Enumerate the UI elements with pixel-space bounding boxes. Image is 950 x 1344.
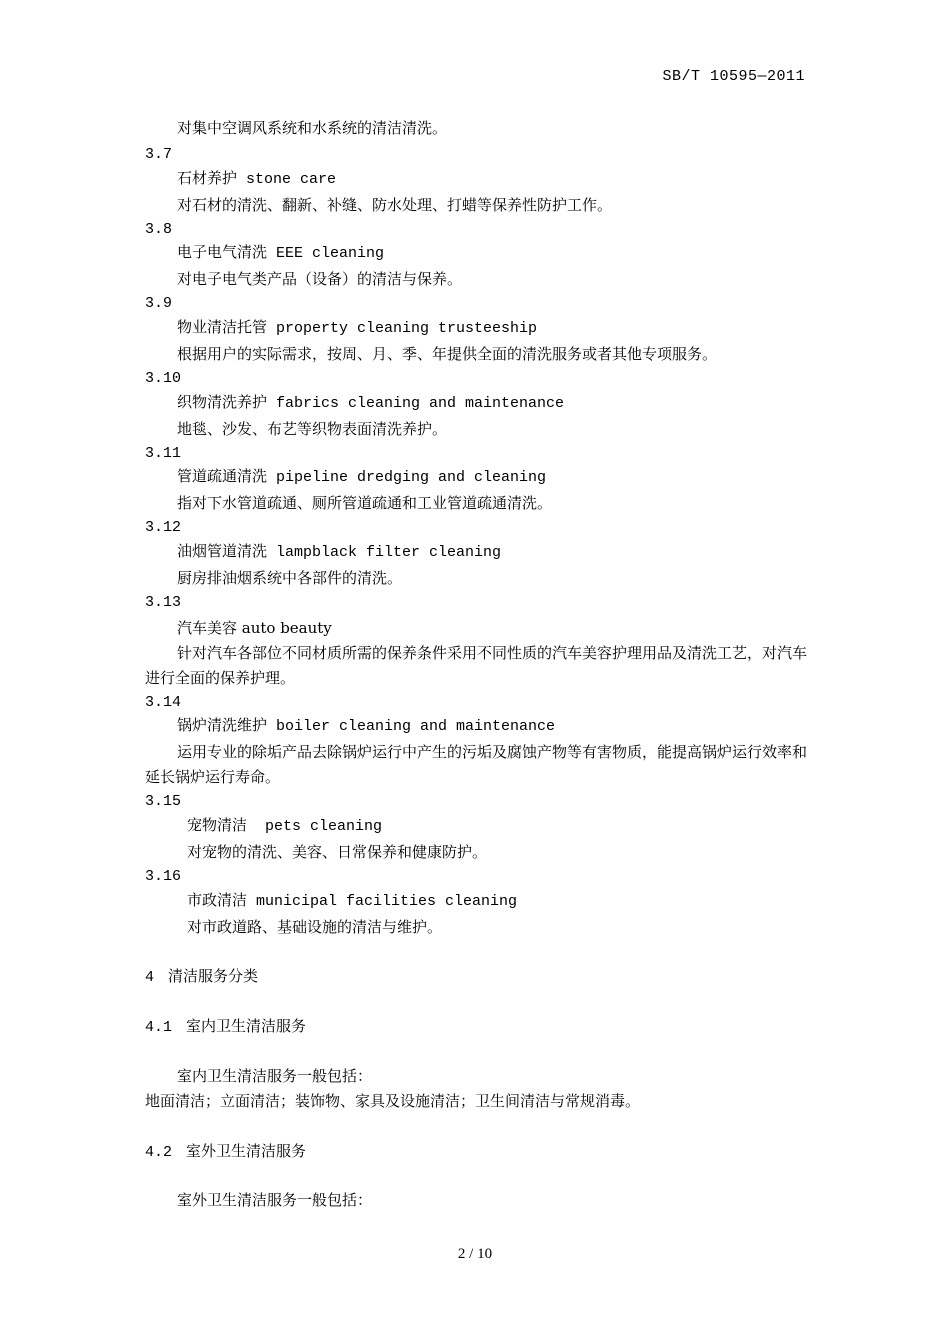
subsection-heading-4-2 (145, 1139, 810, 1164)
subsection-title: 室内卫生清洁服务 (186, 1017, 307, 1036)
continuation-text: 对集中空调风系统和水系统的清洁清洗。 (177, 121, 448, 138)
clause-definition: 对市政道路、基础设施的清洁与维护。 (187, 917, 443, 936)
subsection-heading-4-1 (145, 1014, 810, 1039)
clause-term: 锅炉清洗维护 boiler cleaning and maintenance (177, 718, 556, 736)
clause-term: 电子电气清洗 EEE cleaning (177, 245, 385, 263)
section-heading-4 (145, 964, 810, 989)
clause-number: 3.7 (145, 145, 173, 163)
clause-term: 宠物清洁 pets cleaning (187, 818, 383, 835)
clause-number: 3.8 (145, 220, 173, 238)
clause-term: 汽车美容 auto beauty (177, 618, 332, 637)
clause-definition: 根据用户的实际需求，按周、月、季、年提供全面的清洗服务或者其他专项服务。 (177, 345, 718, 364)
subsection-intro: 室内卫生清洁服务一般包括： (177, 1066, 373, 1085)
subsection-number: 4.2 (145, 1143, 173, 1161)
clause-term: 物业清洁托管 property cleaning trusteeship (177, 320, 538, 338)
clause-term: 石材养护 stone care (177, 170, 337, 188)
clause-number: 3.12 (145, 519, 182, 537)
clause-definition: 地毯、沙发、布艺等织物表面清洗养护。 (177, 419, 448, 438)
standard-code: SB/T 10595—2011 (662, 68, 805, 85)
section-title: 清洁服务分类 (168, 967, 259, 986)
clause-number: 3.9 (145, 295, 173, 313)
subsection-number: 4.1 (145, 1019, 173, 1037)
clause-number: 3.14 (145, 693, 182, 711)
clause-number: 3.13 (145, 593, 182, 611)
clause-term: 市政清洁 municipal facilities cleaning (187, 892, 518, 910)
subsection-items: 地面清洁；立面清洁；装饰物、家具及设施清洁；卫生间清洁与常规消毒。 (145, 1091, 641, 1110)
clause-definition: 对石材的清洗、翻新、补缝、防水处理、打蜡等保养性防护工作。 (177, 195, 613, 214)
clause-number: 3.11 (145, 444, 182, 462)
clause-definition: 针对汽车各部位不同材质所需的保养条件采用不同性质的汽车美容护理用品及清洗工艺，对汽车进行全面的保养护理。 (145, 643, 808, 687)
subsection-intro: 室外卫生清洁服务一般包括： (177, 1191, 373, 1210)
clause-number: 3.15 (145, 793, 182, 811)
clause-definition: 运用专业的除垢产品去除锅炉运行中产生的污垢及腐蚀产物等有害物质，能提高锅炉运行效率和延长锅炉运行寿命。 (145, 743, 808, 787)
clause-definition: 指对下水管道疏通、厕所管道疏通和工业管道疏通清洗。 (177, 494, 553, 513)
clause-term: 油烟管道清洗 lampblack filter cleaning (177, 544, 502, 562)
clause-number: 3.10 (145, 369, 182, 387)
subsection-title: 室外卫生清洁服务 (186, 1141, 307, 1160)
clause-term: 织物清洗养护 fabrics cleaning and maintenance (177, 394, 565, 412)
document-body (145, 118, 810, 1213)
page-number: 2 / 10 (457, 1246, 493, 1262)
clause-definition: 厨房排油烟系统中各部件的清洗。 (177, 569, 403, 588)
clause-definition: 对宠物的清洗、美容、日常保养和健康防护。 (187, 842, 488, 861)
section-number: 4 (145, 969, 155, 987)
clause-definition: 对电子电气类产品（设备）的清洁与保养。 (177, 270, 463, 289)
clause-term: 管道疏通清洗 pipeline dredging and cleaning (177, 469, 547, 487)
clause-number: 3.16 (145, 867, 182, 885)
